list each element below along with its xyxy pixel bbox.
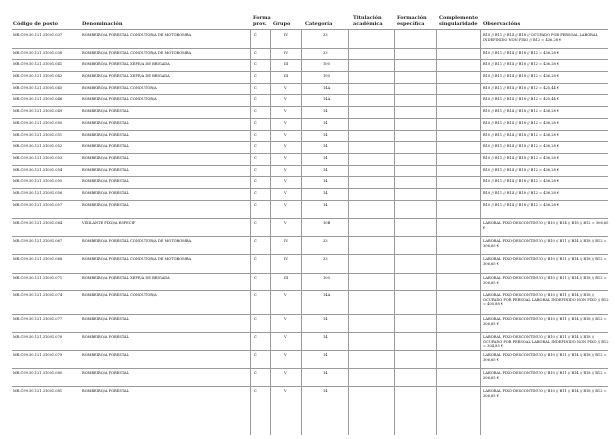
cell-grupo: V — [284, 389, 287, 393]
row-separator — [12, 48, 608, 49]
cell-categoria: 14 — [323, 121, 328, 125]
cell-codigo: MR.C99.50.121.31001.055 — [13, 179, 63, 183]
cell-denominacion: BOMBEIRO/A FORESTAL — [82, 179, 130, 183]
cell-denominacion: BOMBEIRO/A FORESTAL XEFE/A DE BRIGADA — [82, 74, 170, 78]
cell-denominacion: BOMBEIRO/A FORESTAL CONDUTOR/A DE MOTOBOMBA — [82, 33, 192, 37]
header-codigo: Código de posto — [13, 21, 58, 27]
cell-forma-prov: C — [254, 276, 257, 280]
cell-observacions: B10 // B11 // B14 // B18 // B12 = 425,44 € — [483, 97, 560, 101]
cell-forma-prov: C — [254, 109, 257, 113]
cell-denominacion: BOMBEIRO/A FORESTAL CONDUTOR/A — [82, 86, 157, 90]
cell-observacions: B10 // B11 // B14 // B18 // OCUPADO POR PERSOAL LABORAL INDEFINIDO NON FIXO // B12 = 436,28 € — [483, 33, 598, 42]
row-separator — [12, 218, 608, 219]
cell-grupo: III — [284, 74, 289, 78]
header-underline — [12, 29, 608, 30]
cell-denominacion: BOMBEIRO/A FORESTAL CONDUTOR/A — [82, 293, 157, 297]
cell-forma-prov: C — [254, 33, 257, 37]
cell-grupo: V — [284, 133, 287, 137]
header-formacion-line1: Formación — [397, 15, 427, 21]
cell-forma-prov: C — [254, 191, 257, 195]
cell-denominacion: BOMBEIRO/A FORESTAL — [82, 371, 130, 375]
cell-categoria: 14 — [323, 317, 328, 321]
cell-categoria: 14A — [323, 97, 331, 101]
cell-denominacion: BOMBEIRO/A FORESTAL — [82, 133, 130, 137]
cell-codigo: MR.C99.50.121.31001.037 — [13, 33, 63, 37]
cell-denominacion: BOMBEIRO/A FORESTAL — [82, 144, 130, 148]
header-grupo: Grupo — [273, 21, 291, 27]
row-separator — [12, 153, 608, 154]
cell-denominacion: BOMBEIRO/A FORESTAL — [82, 156, 130, 160]
header-complemento-line2: singularidade — [439, 21, 478, 27]
cell-grupo: V — [284, 293, 287, 297]
cell-denominacion: BOMBEIRO/A FORESTAL XEFE/A DE BRIGADA — [82, 62, 170, 66]
cell-observacions: B10 // B11 // B14 // B18 // B12 = 436,28 € — [483, 74, 560, 78]
cell-grupo: V — [284, 156, 287, 160]
row-separator — [12, 368, 608, 369]
cell-categoria: 14A — [323, 293, 331, 297]
cell-forma-prov: C — [254, 221, 257, 225]
cell-denominacion: BOMBEIRO/A FORESTAL — [82, 335, 130, 339]
cell-forma-prov: C — [254, 371, 257, 375]
cell-categoria: 100 — [323, 276, 330, 280]
cell-codigo: MR.C99.50.121.31001.053 — [13, 156, 63, 160]
cell-forma-prov: C — [254, 168, 257, 172]
cell-denominacion: BOMBEIRO/A FORESTAL — [82, 203, 130, 207]
cell-observacions: B10 // B11 // B14 // B18 // B12 = 436,28 € — [483, 191, 560, 195]
cell-categoria: 14 — [323, 389, 328, 393]
column-divider — [480, 30, 481, 435]
cell-codigo: MR.C99.50.121.31001.051 — [13, 133, 63, 137]
cell-categoria: 14 — [323, 335, 328, 339]
row-separator — [12, 254, 608, 255]
cell-grupo: V — [284, 168, 287, 172]
row-separator — [12, 165, 608, 166]
column-divider — [250, 30, 251, 435]
cell-grupo: V — [284, 109, 287, 113]
cell-observacions: LABORAL FIXO-DESCONTINUO // B10 // B11 // B14 // B18 // OCUPADO POR PERSOAL LABORAL INDEFINIDO NON FIXO // B12 = 405,88 € — [483, 293, 609, 307]
cell-categoria: 14 — [323, 109, 328, 113]
cell-categoria: 14 — [323, 371, 328, 375]
cell-forma-prov: C — [254, 179, 257, 183]
cell-grupo: V — [284, 221, 287, 225]
cell-observacions: B10 // B11 // B14 // B18 // B12 = 436,28 € — [483, 203, 560, 207]
cell-denominacion: BOMBEIRO/A FORESTAL — [82, 353, 130, 357]
row-separator — [12, 386, 608, 387]
cell-forma-prov: C — [254, 62, 257, 66]
cell-forma-prov: C — [254, 335, 257, 339]
cell-observacions: B10 // B11 // B14 // B18 // B12 = 436,28 € — [483, 121, 560, 125]
cell-observacions: B10 // B11 // B14 // B18 // B12 = 436,28 € — [483, 62, 560, 66]
cell-grupo: IV — [284, 257, 289, 261]
cell-observacions: LABORAL FIXO-DESCONTINUO // B10 // B11 // B14 // B18 // B12 = 306,65 € — [483, 353, 607, 362]
cell-forma-prov: C — [254, 203, 257, 207]
cell-forma-prov: C — [254, 317, 257, 321]
column-divider — [348, 30, 349, 435]
row-separator — [12, 141, 608, 142]
row-separator — [12, 59, 608, 60]
cell-codigo: MR.C99.50.121.31001.042 — [13, 74, 63, 78]
cell-categoria: 100 — [323, 62, 330, 66]
cell-codigo: MR.C99.50.121.31001.046 — [13, 97, 63, 101]
row-separator — [12, 350, 608, 351]
cell-forma-prov: C — [254, 144, 257, 148]
cell-categoria: 100 — [323, 74, 330, 78]
cell-categoria: 14 — [323, 133, 328, 137]
cell-grupo: III — [284, 62, 289, 66]
header-complemento-line1: Complemento — [439, 15, 478, 21]
cell-forma-prov: C — [254, 293, 257, 297]
column-divider — [270, 30, 271, 435]
header-formacion-line2: específica — [397, 21, 425, 27]
cell-observacions: B10 // B11 // B14 // B18 // B12 = 436,28 € — [483, 179, 560, 183]
cell-codigo: MR.C99.50.121.31001.081 — [13, 389, 63, 393]
cell-observacions: LABORAL FIXO-DESCONTINUO // B10 // B11 // B14 // B18 // B12 = 306,65 € — [483, 276, 607, 285]
cell-forma-prov: C — [254, 97, 257, 101]
cell-grupo: III — [284, 276, 289, 280]
cell-observacions: LABORAL FIXO-DESCONTINUO // B10 // B11 // B14 // B18 // OCUPADO POR PERSOAL LABORAL INDEFINIDO NON FIXO // B12 = 304,85 € — [483, 335, 609, 349]
column-divider — [436, 30, 437, 435]
row-separator — [12, 71, 608, 72]
cell-denominacion: BOMBEIRO/A FORESTAL CONDUTOR/A DE MOTOBOMBA — [82, 51, 192, 55]
cell-denominacion: BOMBEIRO/A FORESTAL — [82, 168, 130, 172]
row-separator — [12, 94, 608, 95]
cell-grupo: IV — [284, 33, 289, 37]
cell-observacions: B10 // B11 // B14 // B18 // B12 = 436,28 € — [483, 156, 560, 160]
cell-observacions: B10 // B11 // B14 // B18 // B12 = 425,44 € — [483, 86, 560, 90]
cell-grupo: V — [284, 371, 287, 375]
header-forma-prov-line2: prov. — [253, 21, 267, 27]
cell-codigo: MR.C99.50.121.31001.041 — [13, 62, 63, 66]
cell-forma-prov: C — [254, 51, 257, 55]
cell-forma-prov: C — [254, 74, 257, 78]
row-separator — [12, 273, 608, 274]
cell-observacions: B10 // B11 // B14 // B18 // B12 = 436,28 € — [483, 133, 560, 137]
header-categoria: Categoría — [305, 21, 333, 27]
cell-grupo: V — [284, 179, 287, 183]
cell-observacions: B10 // B11 // B14 // B18 // B12 = 436,28 € — [483, 168, 560, 172]
cell-forma-prov: C — [254, 389, 257, 393]
cell-forma-prov: C — [254, 353, 257, 357]
cell-grupo: IV — [284, 239, 289, 243]
column-divider — [301, 30, 302, 435]
cell-categoria: 14 — [323, 156, 328, 160]
cell-categoria: 33 — [323, 239, 328, 243]
cell-codigo: MR.C99.50.121.31001.050 — [13, 121, 63, 125]
column-divider — [394, 30, 395, 435]
cell-codigo: MR.C99.50.121.31001.077 — [13, 317, 63, 321]
row-separator — [12, 290, 608, 291]
cell-codigo: MR.C99.50.121.31001.056 — [13, 191, 63, 195]
cell-codigo: MR.C99.50.121.31001.078 — [13, 335, 63, 339]
cell-grupo: V — [284, 97, 287, 101]
cell-denominacion: BOMBEIRO/A FORESTAL — [82, 109, 130, 113]
cell-forma-prov: C — [254, 121, 257, 125]
cell-categoria: 14 — [323, 168, 328, 172]
cell-denominacion: VIXILANTE FIXO/A ESPECIF — [82, 221, 136, 225]
cell-codigo: MR.C99.50.121.31001.080 — [13, 371, 63, 375]
cell-denominacion: BOMBEIRO/A FORESTAL CONDUTOR/A — [82, 97, 157, 101]
cell-grupo: V — [284, 144, 287, 148]
cell-categoria: 14 — [323, 353, 328, 357]
cell-codigo: MR.C99.50.121.31001.068 — [13, 257, 63, 261]
cell-forma-prov: C — [254, 156, 257, 160]
header-titulacion-line2: académica — [353, 21, 383, 27]
header-observacions: Observacións — [483, 21, 521, 27]
row-separator — [12, 236, 608, 237]
cell-grupo: V — [284, 203, 287, 207]
cell-observacions: LABORAL FIXO-DESCONTINUO // B10 // B11 // B14 // B18 // B12 = 306,65 € — [483, 317, 607, 326]
row-separator — [12, 118, 608, 119]
cell-denominacion: BOMBEIRO/A FORESTAL CONDUTOR/A DE MOTOBOMBA — [82, 239, 192, 243]
cell-categoria: 14A — [323, 86, 331, 90]
cell-denominacion: BOMBEIRO/A FORESTAL — [82, 389, 130, 393]
cell-grupo: V — [284, 191, 287, 195]
cell-forma-prov: C — [254, 239, 257, 243]
cell-categoria: 14 — [323, 191, 328, 195]
row-separator — [12, 130, 608, 131]
cell-observacions: B10 // B11 // B14 // B18 // B12 = 436,28 € — [483, 51, 560, 55]
cell-forma-prov: C — [254, 257, 257, 261]
cell-codigo: MR.C99.50.121.31001.074 — [13, 293, 63, 297]
header-forma-prov-line1: Forma — [253, 15, 271, 21]
header-titulacion-line1: Titulación — [353, 15, 382, 21]
cell-categoria: 33 — [323, 257, 328, 261]
cell-codigo: MR.C99.50.121.31001.054 — [13, 168, 63, 172]
cell-codigo: MR.C99.50.121.31001.057 — [13, 203, 63, 207]
cell-grupo: V — [284, 317, 287, 321]
cell-categoria: 14 — [323, 144, 328, 148]
cell-categoria: 33 — [323, 51, 328, 55]
cell-codigo: MR.C99.50.121.31001.045 — [13, 86, 63, 90]
header-denominacion: Denominación — [82, 21, 123, 27]
cell-categoria: 33 — [323, 33, 328, 37]
cell-forma-prov: C — [254, 133, 257, 137]
cell-grupo: V — [284, 353, 287, 357]
row-separator — [12, 200, 608, 201]
row-separator — [12, 106, 608, 107]
cell-denominacion: BOMBEIRO/A FORESTAL CONDUTOR/A DE MOTOBOMBA — [82, 257, 192, 261]
cell-forma-prov: C — [254, 86, 257, 90]
cell-categoria: 10B — [323, 221, 331, 225]
cell-denominacion: BOMBEIRO/A FORESTAL — [82, 191, 130, 195]
cell-observacions: LABORAL FIXO-DESCONTINUO // B10 // B11 // B14 // B18 // B12 = 306,65 € — [483, 389, 607, 398]
cell-observacions: B10 // B11 // B14 // B18 // B12 = 436,28 € — [483, 144, 560, 148]
cell-observacions: LABORAL FIXO-DESCONTINUO // B10 // B11 // B14 // B18 // B12 = 306,65 € — [483, 257, 607, 266]
cell-denominacion: BOMBEIRO/A FORESTAL — [82, 317, 130, 321]
cell-categoria: 14 — [323, 203, 328, 207]
cell-codigo: MR.C99.50.121.31001.038 — [13, 51, 63, 55]
row-separator — [12, 188, 608, 189]
cell-grupo: V — [284, 86, 287, 90]
cell-codigo: MR.C99.50.121.31001.071 — [13, 276, 63, 280]
cell-grupo: V — [284, 121, 287, 125]
cell-observacions: B10 // B11 // B14 // B18 // B12 = 436,28 € — [483, 109, 560, 113]
row-separator — [12, 314, 608, 315]
cell-denominacion: BOMBEIRO/A FORESTAL — [82, 121, 130, 125]
cell-codigo: MR.C99.50.121.31001.079 — [13, 353, 63, 357]
row-separator — [12, 176, 608, 177]
cell-codigo: MR.C99.50.121.31001.064 — [13, 221, 63, 225]
cell-observacions: LABORAL FIXO-DESCONTINUO // B10 // B11 // B14 // B18 // B12 = 306,65 € — [483, 239, 607, 248]
cell-observacions: LABORAL FIXO-DESCONTINUO // B10 // B11 // B14 // B18 // B12 = 306,65 € — [483, 371, 607, 380]
cell-codigo: MR.C99.50.121.31001.067 — [13, 239, 63, 243]
cell-denominacion: BOMBEIRO/A FORESTAL XEFE/A DE BRIGADA — [82, 276, 170, 280]
row-separator — [12, 332, 608, 333]
cell-grupo: V — [284, 335, 287, 339]
cell-codigo: MR.C99.50.121.31001.049 — [13, 109, 63, 113]
cell-grupo: IV — [284, 51, 289, 55]
cell-codigo: MR.C99.50.121.31001.052 — [13, 144, 63, 148]
row-separator — [12, 83, 608, 84]
cell-categoria: 14 — [323, 179, 328, 183]
cell-observacions: LABORAL FIXO-DESCONTINUO // B10 // B14 // B18 // B12 = 306,65 € — [483, 221, 609, 230]
